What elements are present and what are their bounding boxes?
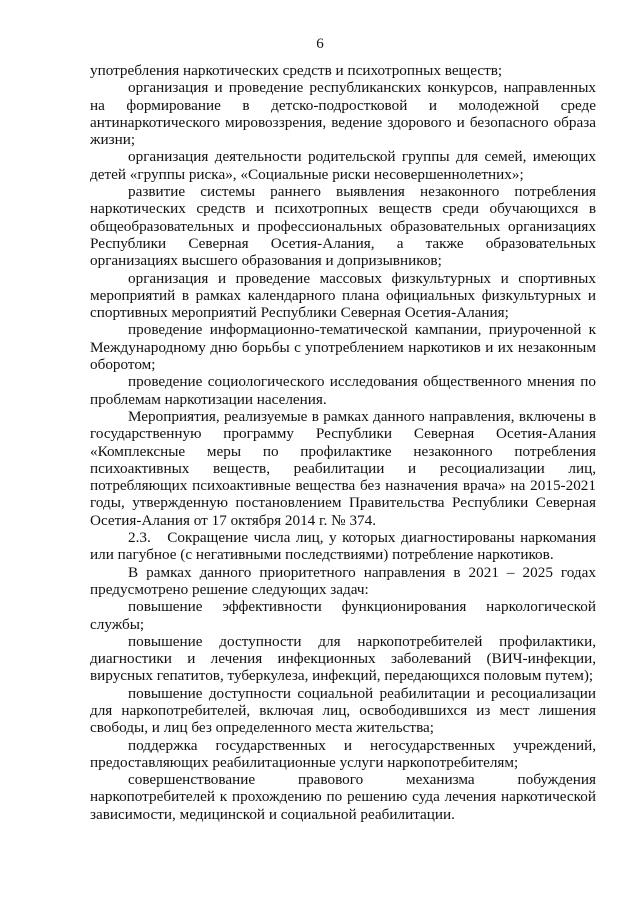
paragraph: употребления наркотических средств и психотропных веществ;	[90, 62, 503, 79]
paragraph: Мероприятия, реализуемые в рамках данного направления, включены в государственную программу Республики Северная Осетия-Алания «Комплексные меры по профилактике незаконного потребления психоактивных веществ, реабилитации и ресоциализации лиц, потребляющих психоактивные вещества без назначения врача» на 2015-2021 годы, утвержденную постановлением Правительства Республики Северная Осетия-Алания от 17 октября 2014 г. № 374.	[90, 407, 596, 529]
paragraph: повышение доступности социальной реабилитации и ресоциализации для наркопотребителей, включая лиц, освободившихся из мест лишения свободы, и лиц без определенного места жительства;	[90, 684, 596, 737]
paragraph: проведение информационно-тематической кампании, приуроченной к Международному дню борьбы с употреблением наркотиков и их незаконным оборотом;	[90, 321, 596, 374]
document-body	[90, 62, 600, 823]
paragraph: организация и проведение массовых физкультурных и спортивных мероприятий в рамках календарного плана официальных физкультурных и спортивных мероприятий Республики Северная Осетия-Алания;	[90, 269, 596, 322]
page-number: 6	[316, 36, 324, 52]
paragraph: проведение социологического исследования общественного мнения по проблемам наркотизации населения.	[90, 373, 596, 408]
paragraph: В рамках данного приоритетного направления в 2021 – 2025 годах предусмотрено решение следующих задач:	[90, 563, 596, 598]
paragraph: развитие системы раннего выявления незаконного потребления наркотических средств и психотропных веществ среди обучающихся в общеобразовательных и профессиональных образовательных организациях Республики Северная Осетия-Алания, а также образовательных организациях высшего образования и допризывников;	[90, 183, 596, 270]
paragraph: повышение эффективности функционирования наркологической службы;	[90, 598, 596, 633]
paragraph: совершенствование правового механизма побуждения наркопотребителей к прохождению по решению суда лечения наркотической зависимости, медицинской и социальной реабилитации.	[90, 771, 596, 823]
paragraph: поддержка государственных и негосударственных учреждений, предоставляющих реабилитационные услуги наркопотребителям;	[90, 736, 596, 771]
section-heading: 2.3. Сокращение числа лиц, у которых диагностированы наркомания или пагубное (с негативными последствиями) потребление наркотиков.	[90, 529, 600, 564]
paragraph: организация и проведение республиканских конкурсов, направленных на формирование в детско-подростковой и молодежной среде антинаркотического мировоззрения, ведение здорового и безопасного образа жизни;	[90, 79, 596, 149]
paragraph: повышение доступности для наркопотребителей профилактики, диагностики и лечения инфекционных заболеваний (ВИЧ-инфекции, вирусных гепатитов, туберкулеза, инфекций, передающихся половым путем);	[90, 632, 596, 685]
paragraph: организация деятельности родительской группы для семей, имеющих детей «группы риска», «Социальные риски несовершеннолетних»;	[90, 148, 596, 183]
